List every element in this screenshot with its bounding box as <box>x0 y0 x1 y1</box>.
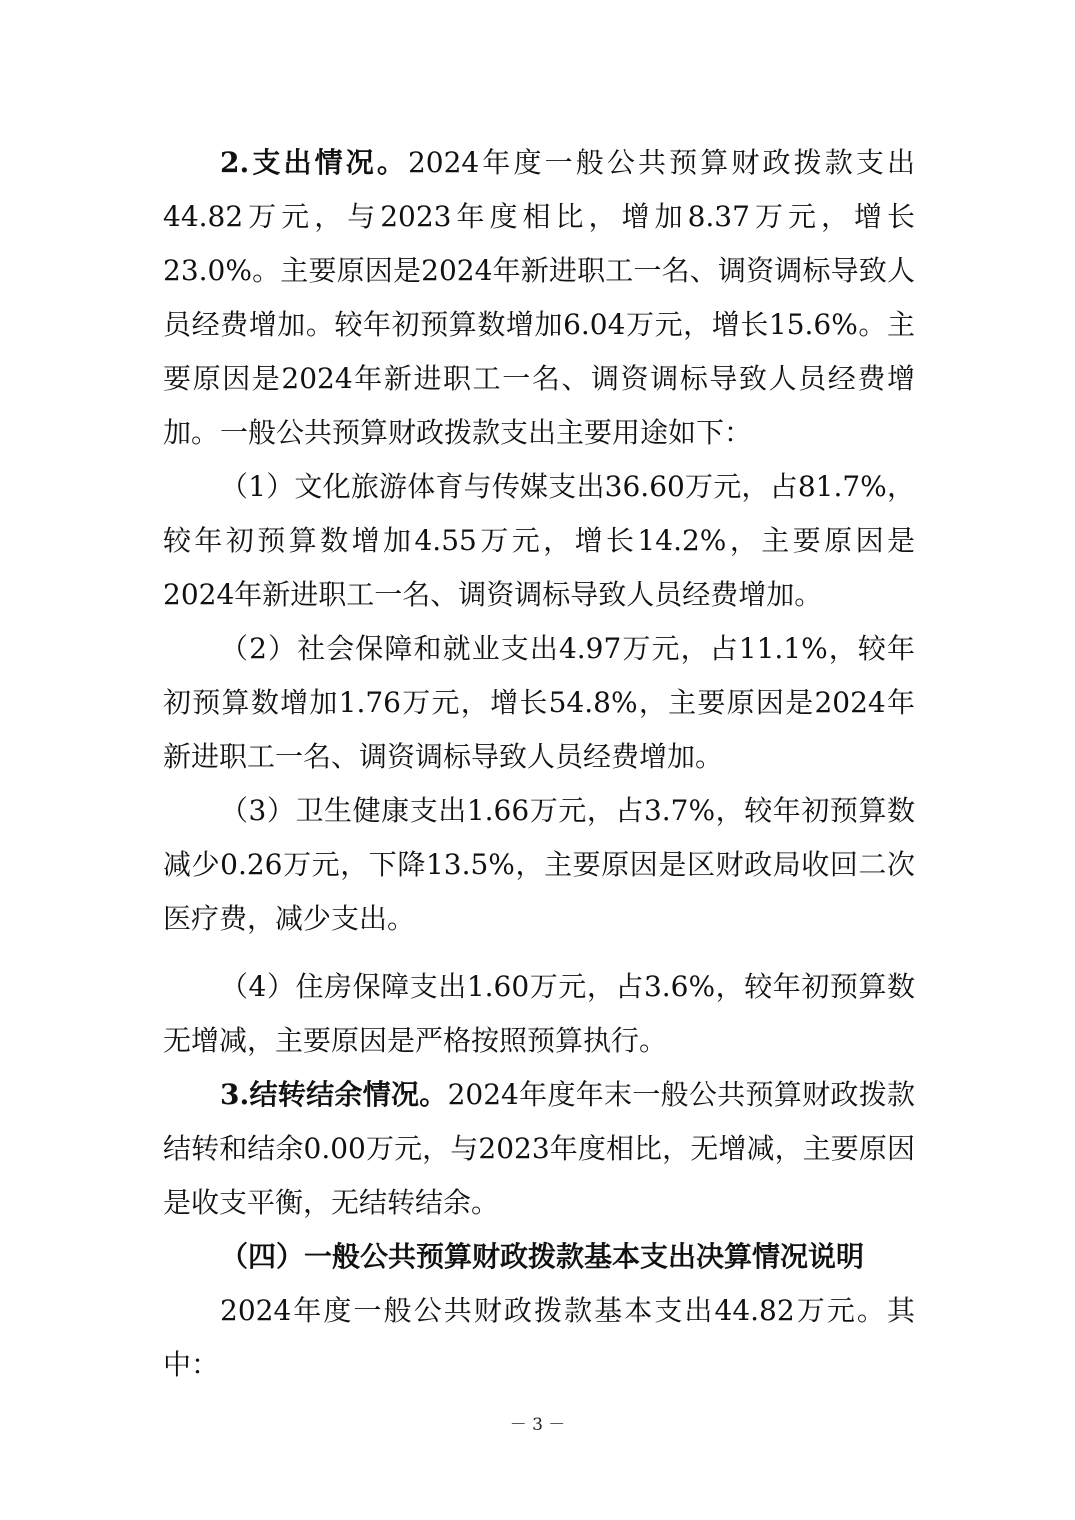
paragraph-item-housing: （4）住房保障支出1.60万元，占3.6%，较年初预算数无增减，主要原因是严格按照预算执行。 <box>163 970 915 1057</box>
section-heading: （四）一般公共预算财政拨款基本支出决算情况说明 <box>220 1240 865 1273</box>
paragraph-basic-expenditure: 2024年度一般公共财政拨款基本支出44.82万元。其中： <box>163 1294 915 1381</box>
paragraph-item-culture: （1）文化旅游体育与传媒支出36.60万元，占81.7%，较年初预算数增加4.55万元，增长14.2%，主要原因是2024年新进职工一名、调资调标导致人员经费增加。 <box>163 470 915 611</box>
paragraph-usage-intro: 一般公共预算财政拨款支出主要用途如下： <box>220 416 753 449</box>
paragraph-text: 2024年度一般公共预算财政拨款支出44.82万元，与2023年度相比，增加8.37万元，增长23.0%。主要原因是2024年新进职工一名、调资调标导致人员经费增加。较年初预算数增加6.04万元，增长15.6%。主要原因是2024年新进职工一名、调资调标导致人员经费增加。 <box>163 146 915 449</box>
paragraph-item-health: （3）卫生健康支出1.66万元，占3.7%，较年初预算数减少0.26万元，下降13.5%，主要原因是区财政局收回二次医疗费，减少支出。 <box>163 794 915 935</box>
paragraph-carryover <box>163 1068 915 1230</box>
paragraph-heading-expenditure: 2.支出情况。 <box>220 146 408 179</box>
paragraph-heading-carryover: 3.结转结余情况。 <box>220 1078 448 1111</box>
paragraph-text: 2024年度年末一般公共预算财政拨款结转和结余0.00万元，与2023年度相比，无增减，主要原因是收支平衡，无结转结余。 <box>163 1078 916 1219</box>
page-number: － 3 － <box>509 1415 566 1435</box>
paragraph-item-social-security: （2）社会保障和就业支出4.97万元，占11.1%，较年初预算数增加1.76万元，增长54.8%，主要原因是2024年新进职工一名、调资调标导致人员经费增加。 <box>163 632 915 773</box>
